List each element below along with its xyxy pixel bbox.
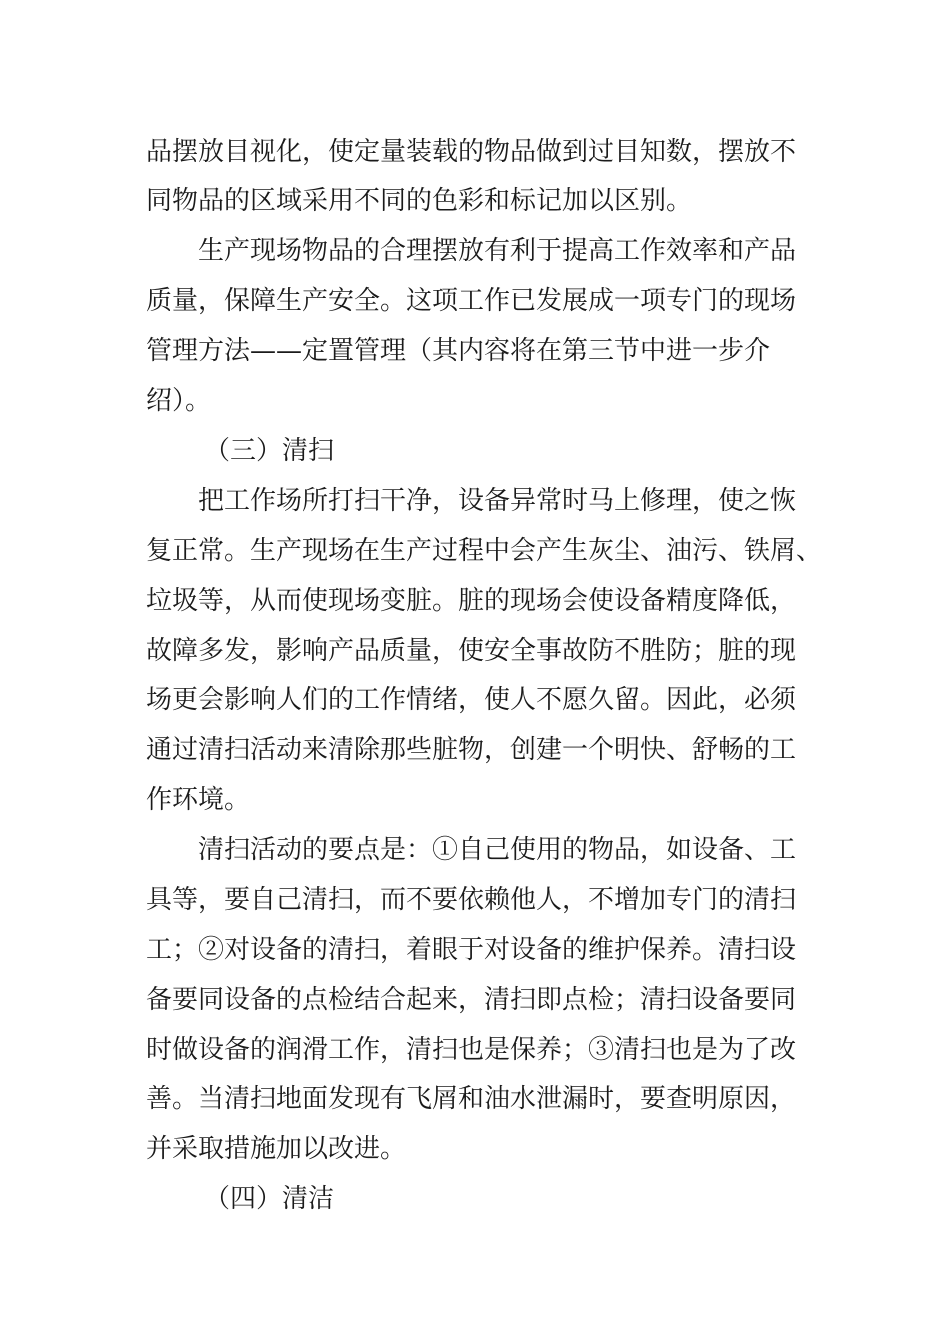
paragraph-line: 故障多发，影响产品质量，使安全事故防不胜防；脏的现 xyxy=(146,636,797,666)
paragraph-line: 具等，要自己清扫，而不要依赖他人，不增加专门的清扫 xyxy=(146,885,797,915)
paragraph-line: 场更会影响人们的工作情绪，使人不愿久留。因此，必须 xyxy=(146,685,797,715)
paragraph-line: 同物品的区域采用不同的色彩和标记加以区别。 xyxy=(146,186,693,216)
paragraph-line: 把工作场所打扫干净，设备异常时马上修理，使之恢 xyxy=(198,486,797,516)
paragraph-line: 通过清扫活动来清除那些脏物，创建一个明快、舒畅的工 xyxy=(146,735,797,765)
paragraph-line: 并采取措施加以改进。 xyxy=(146,1134,407,1164)
paragraph-line: 清扫活动的要点是：①自己使用的物品，如设备、工 xyxy=(198,835,797,865)
paragraph-line: 复正常。生产现场在生产过程中会产生灰尘、油污、铁屑、 xyxy=(146,536,823,566)
paragraph-line: 工；②对设备的清扫，着眼于对设备的维护保养。清扫设 xyxy=(146,935,797,965)
paragraph-line: 垃圾等，从而使现场变脏。脏的现场会使设备精度降低， xyxy=(146,586,797,616)
paragraph-line: 善。当清扫地面发现有飞屑和油水泄漏时，要查明原因， xyxy=(146,1084,797,1114)
paragraph-line: 绍）。 xyxy=(146,386,212,416)
paragraph-line: 生产现场物品的合理摆放有利于提高工作效率和产品 xyxy=(198,236,797,266)
paragraph-line: 质量，保障生产安全。这项工作已发展成一项专门的现场 xyxy=(146,286,797,316)
paragraph-line: 作环境。 xyxy=(146,785,251,815)
paragraph-line: 时做设备的润滑工作，清扫也是保养；③清扫也是为了改 xyxy=(146,1035,797,1065)
paragraph-line: 管理方法——定置管理（其内容将在第三节中进一步介 xyxy=(146,336,771,366)
section-heading: （三）清扫 xyxy=(204,436,335,466)
paragraph-line: 备要同设备的点检结合起来，清扫即点检；清扫设备要同 xyxy=(146,985,797,1015)
section-heading: （四）清洁 xyxy=(204,1184,335,1214)
paragraph-line: 品摆放目视化，使定量装载的物品做到过目知数，摆放不 xyxy=(146,137,797,167)
